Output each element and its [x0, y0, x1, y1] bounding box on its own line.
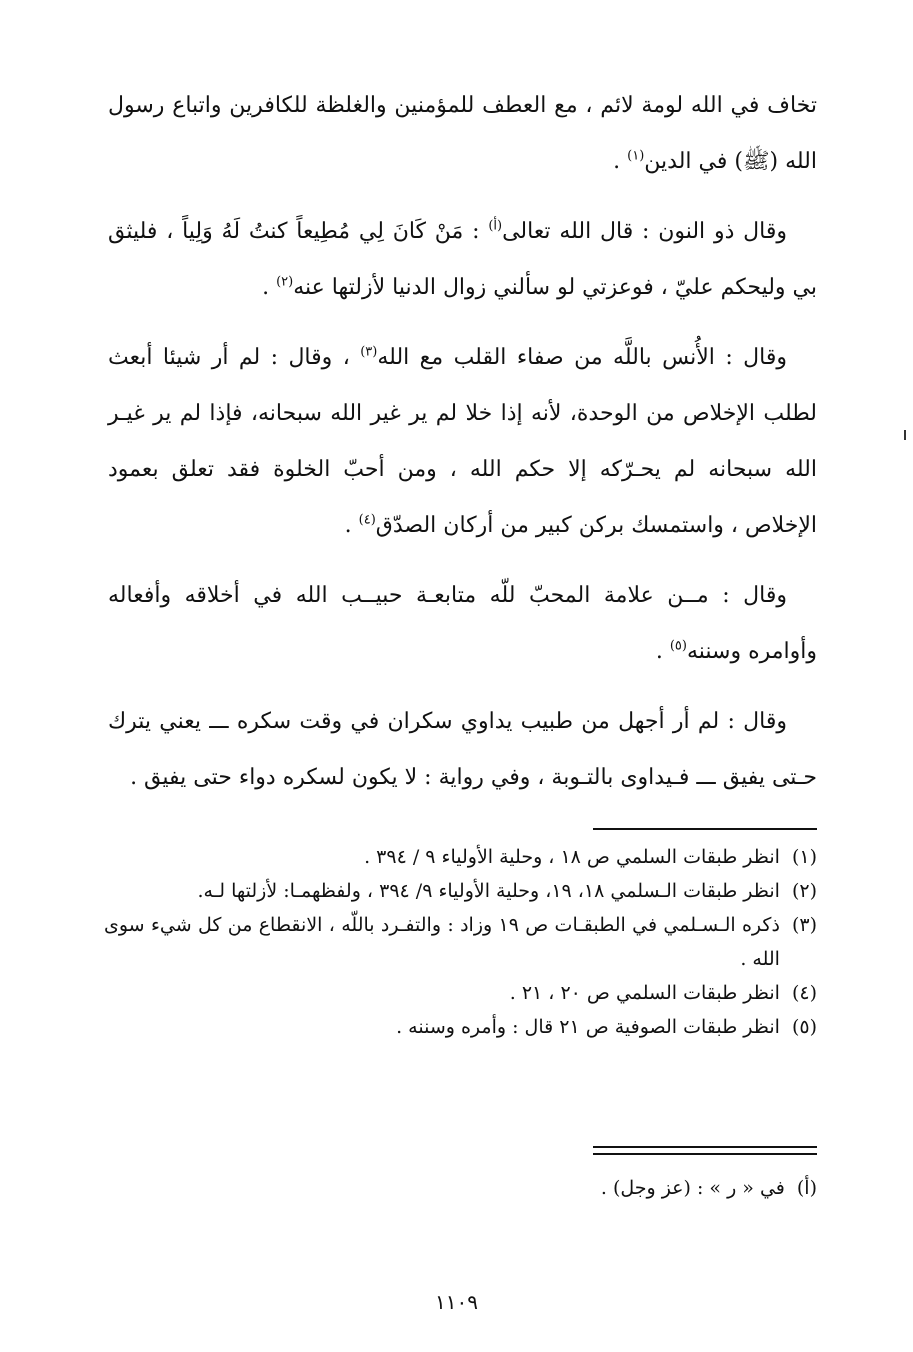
paragraph-1-end: . [613, 149, 628, 174]
paragraph-3-end: . [344, 513, 359, 538]
main-text [108, 78, 817, 820]
page-number: ١١٠٩ [435, 1290, 478, 1314]
footnote-item [104, 1010, 817, 1044]
footnote-item [104, 840, 817, 874]
variant-note-text: في « ر » : (عز وجل) . [600, 1177, 785, 1199]
footnote-number: (٥) [791, 1016, 817, 1038]
footnote-number: (٣) [791, 914, 817, 936]
footnote-number: (٢) [791, 880, 817, 902]
paragraph-1 [108, 78, 817, 190]
footnote-item [104, 976, 817, 1010]
paragraph-4-end: . [655, 639, 670, 664]
paragraph-2 [108, 204, 817, 316]
variant-note [601, 1172, 817, 1204]
paragraph-3 [108, 330, 817, 554]
footnote-text: انظر طبقات السلمي ص ١٨ ، وحلية الأولياء ٩ / ٣٩٤ . [364, 846, 780, 868]
footnote-text: انظر طبقات الـسلمي ١٨، ١٩، وحلية الأولياء ٩/ ٣٩٤ ، ولفظهمـا: لأزلتها لـه. [197, 880, 780, 902]
paragraph-2-end: . [262, 275, 277, 300]
footnotes [104, 840, 817, 1044]
paragraph-4 [108, 568, 817, 680]
footnote-item [104, 874, 817, 908]
footnote-ref-1[interactable]: (١) [627, 148, 645, 164]
variant-ref-a[interactable]: (أ) [488, 218, 503, 234]
footnote-number: (١) [791, 846, 817, 868]
scan-edge-mark [904, 430, 906, 440]
footnote-item [104, 908, 817, 976]
paragraph-5-text: وقال : لم أر أجهل من طبيب يداوي سكران في وقت سكره ـــ يعني يترك حـتى يفيق ـــ فـيداوى بالتـوبة ، وفي رواية : لا يكون لسكره دواء حتى يفيق . [108, 709, 817, 790]
footnote-ref-3[interactable]: (٣) [360, 344, 378, 360]
footnote-ref-5[interactable]: (٥) [669, 638, 687, 654]
footnote-ref-2[interactable]: (٢) [276, 274, 294, 290]
paragraph-5 [108, 694, 817, 806]
paragraph-3-text: وقال : الأُنس باللَّه من صفاء القلب مع الله [377, 345, 787, 370]
footnote-divider [593, 828, 817, 830]
paragraph-3-middle: ، وقال : لم أر شيئا أبعث لطلب الإخلاص من الوحدة، لأنه إذا خلا لم ير غير الله سبحانه، فإذا لم ير غيـر الله سبحانه لم يحـرّكه إلا حكم الله ، ومن أحبّ الخلوة فقد تعلق بعمود الإخلاص ، واستمسك بركن كبير من أركان الصدّق [108, 345, 817, 538]
footnote-ref-4[interactable]: (٤) [358, 512, 376, 528]
paragraph-2-middle: : مَنْ كَانَ لِي مُطِيعاً كنتُ لَهُ وَلِياً ، فليثق بي وليحكم عليّ ، فوعزتي لو سألني زوال الدنيا لأزلتها عنه [108, 219, 817, 300]
paragraph-4-text: وقال : مــن علامة المحبّ للّه متابعـة حبيــب الله في أخلاقه وأفعاله وأوامره وسننه [108, 583, 817, 664]
paragraph-2-text: وقال ذو النون : قال الله تعالى [502, 219, 787, 244]
paragraph-1-text: تخاف في الله لومة لائم ، مع العطف للمؤمنين والغلظة للكافرين واتباع رسول الله (ﷺ) في الدين [108, 93, 817, 174]
variant-divider [593, 1146, 817, 1155]
variant-note-number: (أ) [796, 1177, 817, 1199]
footnote-text: انظر طبقات السلمي ص ٢٠ ، ٢١ . [509, 982, 780, 1004]
footnote-text: ذكره الـسـلمي في الطبقـات ص ١٩ وزاد : والتفـرد باللّه ، الانقطاع من كل شيء سوى الله . [104, 914, 780, 970]
footnote-text: انظر طبقات الصوفية ص ٢١ قال : وأمره وسننه . [396, 1016, 780, 1038]
footnote-number: (٤) [791, 982, 817, 1004]
